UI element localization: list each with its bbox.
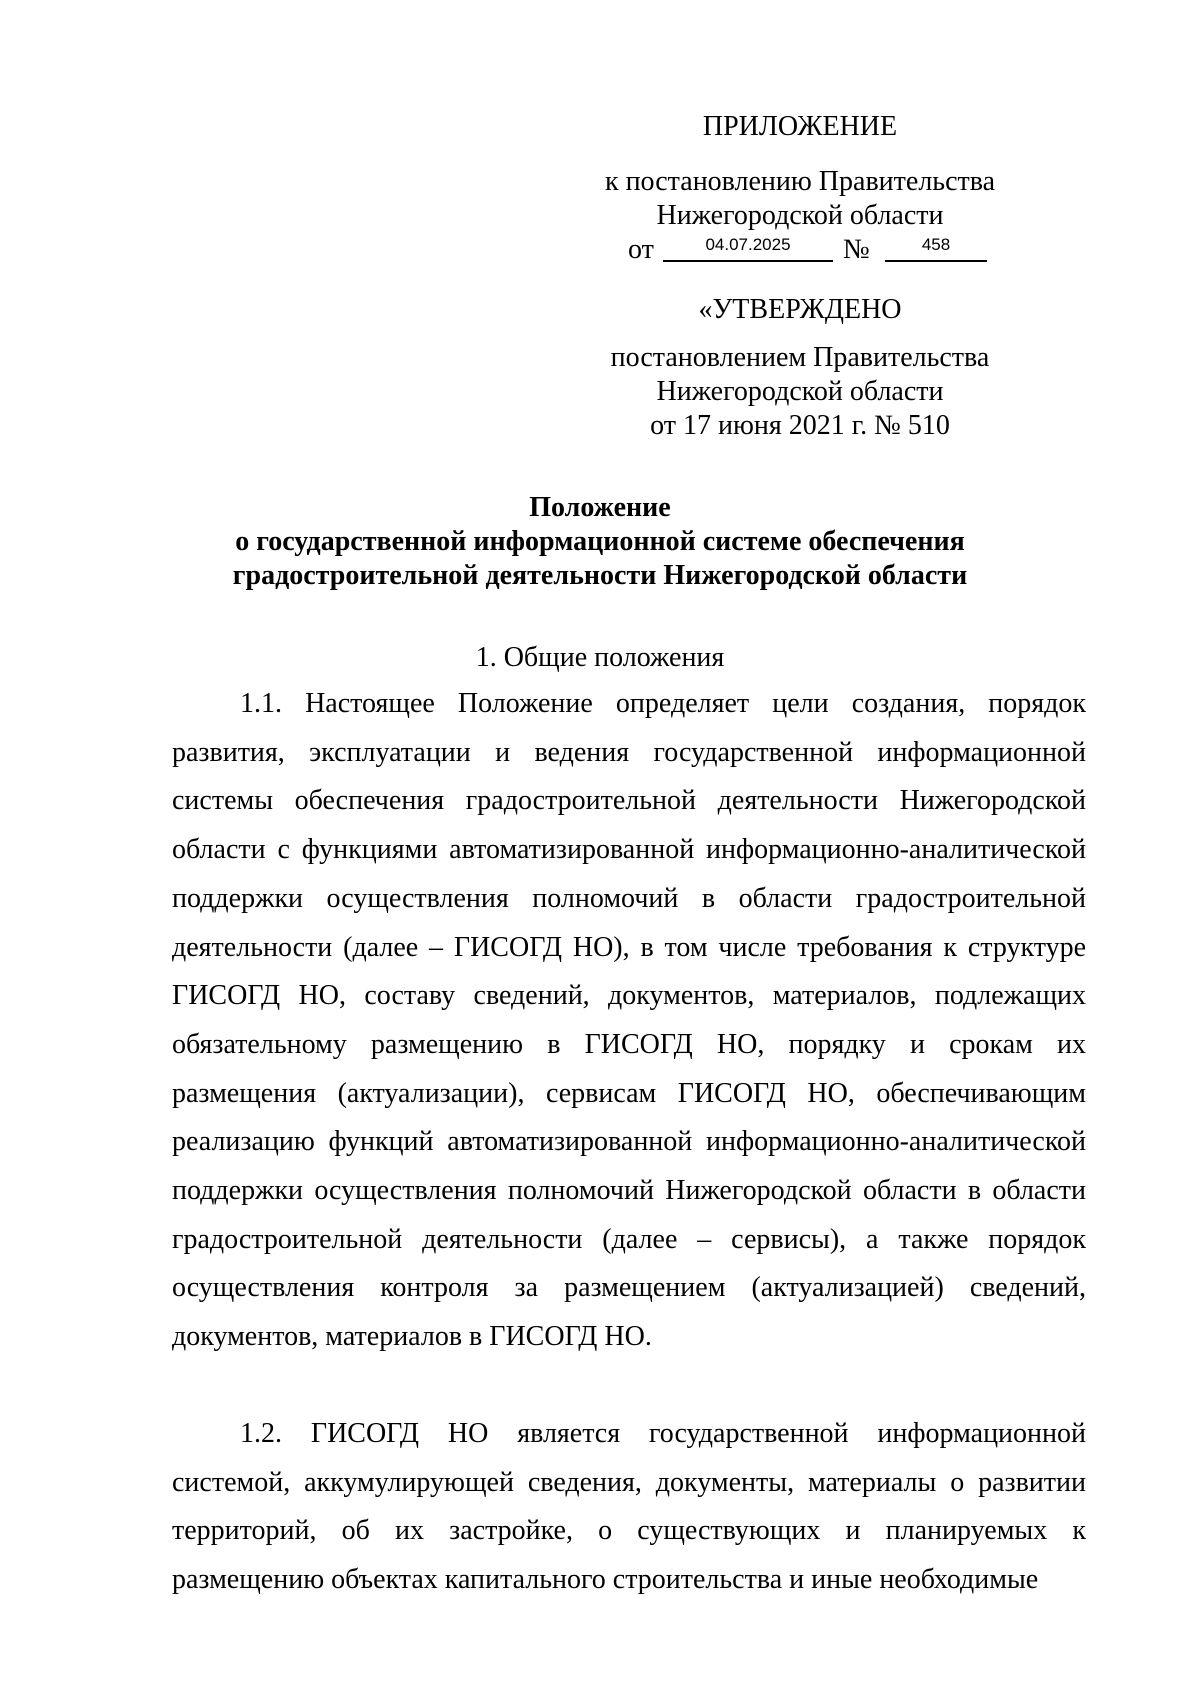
document-title-line-2: о государственной информационной системе обеспечения <box>235 526 965 557</box>
number-value: 458 <box>885 233 987 262</box>
date-prefix: от <box>628 234 654 265</box>
approval-line-3: от 17 июня 2021 г. № 510 <box>650 410 950 441</box>
number-sign: № <box>843 234 870 265</box>
approved-label: «УТВЕРЖДЕНО <box>698 294 902 325</box>
to-resolution-line-1: к постановлению Правительства <box>604 166 996 197</box>
approval-line-1: постановлением Правительства <box>610 342 990 373</box>
appendix-title: ПРИЛОЖЕНИЕ <box>702 111 898 142</box>
paragraph-1-2: 1.2. ГИСОГД НО является государственной информационной системой, аккумулирующей сведения, документы, материалы о развитии территорий, об их застройке, о существующих и планируемых к размещению объектах капитального строительства и иные необходимые <box>172 1418 1086 1596</box>
to-resolution-line-2: Нижегородской области <box>656 200 944 231</box>
section-heading: 1. Общие положения <box>475 642 725 673</box>
paragraph-1-1: 1.1. Настоящее Положение определяет цели создания, порядок развития, эксплуатации и ведения государственной информационной системы обеспечения градостроительной деятельности Нижегородской области с функциями автоматизированной информационно-аналитической поддержки осуществления полномочий в области градостроительной деятельности (далее – ГИСОГД НО), в том числе требования к структуре ГИСОГД НО, составу сведений, документов, материалов, подлежащих обязательному размещению в ГИСОГД НО, порядку и срокам их размещения (актуализации), сервисам ГИСОГД НО, обеспечивающим реализацию функций автоматизированной информационно-аналитической поддержки осуществления полномочий Нижегородской области в области градостроительной деятельности (далее – сервисы), а также порядок осуществления контроля за размещением (актуализацией) сведений, документов, материалов в ГИСОГД НО. <box>172 688 1086 1353</box>
date-value: 04.07.2025 <box>663 233 833 262</box>
document-title-line-3: градостроительной деятельности Нижегородской области <box>232 560 968 591</box>
approval-line-2: Нижегородской области <box>656 376 944 407</box>
document-title-line-1: Положение <box>529 492 671 523</box>
